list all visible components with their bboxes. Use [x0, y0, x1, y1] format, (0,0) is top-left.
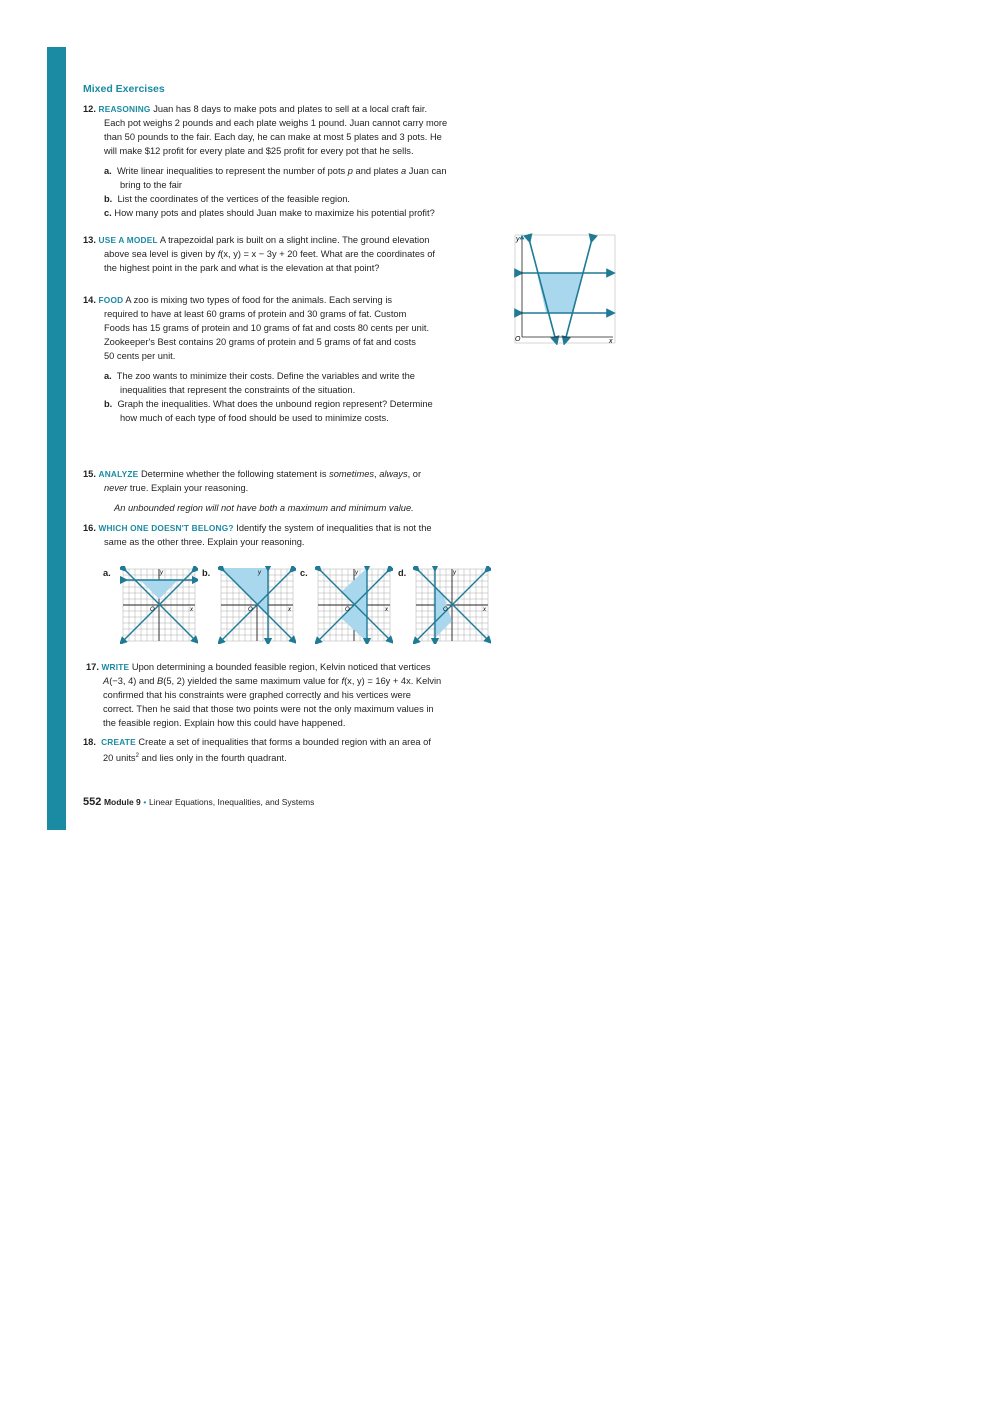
q16-graph-b [218, 566, 296, 644]
svg-text:O: O [345, 607, 350, 613]
svg-text:x: x [190, 607, 193, 613]
q14-part-a-cont: inequalities that represent the constraints of the situation. [120, 385, 356, 395]
page-number: 552 [83, 796, 102, 808]
svg-text:O: O [248, 607, 253, 613]
q17-line: the feasible region. Explain how this could have happened. [103, 718, 346, 728]
page-footer [83, 795, 314, 809]
svg-text:y: y [355, 570, 358, 576]
q14-part-b: b. Graph the inequalities. What does the unbound region represent? Determine [104, 399, 433, 409]
q15-number: 15. [83, 469, 96, 479]
q17-line: A(−3, 4) and B(5, 2) yielded the same maximum value for f(x, y) = 16y + 4x. Kelvin [103, 676, 442, 686]
q16-graph-a [120, 566, 198, 644]
q13-line: A trapezoidal park is built on a slight incline. The ground elevation [159, 235, 430, 245]
q17-line: confirmed that his constraints were graphed correctly and his vertices were [103, 690, 411, 700]
q14-line: A zoo is mixing two types of food for the animals. Each serving is [125, 295, 393, 305]
q12-line: Juan has 8 days to make pots and plates to sell at a local craft fair. [153, 104, 428, 114]
q12-line: Each pot weighs 2 pounds and each plate weighs 1 pound. Juan cannot carry more [104, 118, 448, 128]
q17-number: 17. [86, 662, 99, 672]
q12-part-b: b. List the coordinates of the vertices of the feasible region. [104, 194, 350, 204]
svg-text:x: x [385, 607, 388, 613]
side-accent-bar [47, 47, 66, 830]
q12-line: than 50 pounds to the fair. Each day, he can make at most 5 plates and 3 pots. He [104, 132, 442, 142]
q16-graph-c [315, 566, 393, 644]
q14-line: Foods has 15 grams of protein and 10 grams of fat and costs 80 cents per unit. [104, 323, 430, 333]
question-12 [83, 102, 523, 220]
footer-module: Module 9 [103, 797, 141, 807]
q14-part-b-cont: how much of each type of food should be used to minimize costs. [120, 413, 389, 423]
q14-keyword: FOOD [98, 295, 124, 305]
q14-number: 14. [83, 295, 96, 305]
q17-line: correct. Then he said that those two points were not the only maximum values in [103, 704, 434, 714]
q12-part-c: c. How many pots and plates should Juan make to maximize his potential profit? [104, 208, 435, 218]
q13-number: 13. [83, 235, 96, 245]
q12-line: will make $12 profit for every plate and $25 profit for every pot that he sells. [104, 146, 414, 156]
q12-number: 12. [83, 104, 96, 114]
q16-graph-a-label: a. [103, 568, 111, 578]
q16-number: 16. [83, 523, 96, 533]
q14-line: 50 cents per unit. [104, 351, 176, 361]
q18-number: 18. [83, 737, 96, 747]
svg-text:x: x [288, 607, 291, 613]
svg-text:y: y [258, 570, 261, 576]
q12-part-a: a. Write linear inequalities to represent the number of pots p and plates a Juan can [104, 166, 447, 176]
question-14 [83, 293, 513, 425]
q16-graph-b-label: b. [202, 568, 211, 578]
q14-part-a: a. The zoo wants to minimize their costs. Define the variables and write the [104, 371, 415, 381]
q13-x-label: x [609, 338, 613, 345]
q17-keyword: WRITE [101, 662, 130, 672]
section-title: Mixed Exercises [83, 83, 165, 95]
svg-text:O: O [150, 607, 155, 613]
q18-line: 20 units$^2$ and lies only in the fourth quadrant. [103, 753, 287, 764]
q15-line: never true. Explain your reasoning. [104, 483, 249, 493]
q16-graph-c-label: c. [300, 568, 308, 578]
q13-y-label: y [516, 236, 520, 243]
q15-statement: An unbounded region will not have both a maximum and minimum value. [114, 503, 414, 513]
q14-line: required to have at least 60 grams of protein and 30 grams of fat. Custom [104, 309, 407, 319]
q12-part-a-cont: bring to the fair [120, 180, 183, 190]
svg-text:y: y [453, 570, 456, 576]
q13-trapezoid-graph [513, 233, 617, 345]
q16-graph-d-label: d. [398, 568, 407, 578]
q16-graph-d [413, 566, 491, 644]
footer-bullet: • [143, 797, 147, 807]
question-17: 17. WRITE Upon determining a bounded feasible region, Kelvin noticed that vertices A(−3, 4) and B(5, 2) yielded the same maximum value for f(x, y) = 16y + 4x. Kelvin confirmed that his constraints were graphed correctly and his vertices were correct. Then he said that those two points were not the only maximum values in the feasible region. Explain how this could have happened. [86, 660, 526, 730]
q13-line: the highest point in the park and what is the elevation at that point? [104, 263, 380, 273]
svg-text:O: O [443, 607, 448, 613]
q12-keyword: REASONING [98, 104, 151, 114]
question-15: 15. ANALYZE Determine whether the following statement is sometimes, always, or never true. Explain your reasoning. An unbounded region will not have both a maximum and minimum value. [83, 467, 523, 515]
svg-text:x: x [483, 607, 486, 613]
svg-text:y: y [160, 570, 163, 576]
question-18: 18. CREATE Create a set of inequalities that forms a bounded region with an area of 20 units$^2$ and lies only in the fourth quadrant. [83, 735, 523, 765]
q15-keyword: ANALYZE [98, 469, 139, 479]
q13-line: above sea level is given by f(x, y) = x − 3y + 20 feet. What are the coordinates of [104, 249, 436, 259]
q14-line: Zookeeper's Best contains 20 grams of protein and 5 grams of fat and costs [104, 337, 416, 347]
question-13 [83, 233, 513, 275]
q18-keyword: CREATE [101, 737, 136, 747]
q13-origin-label: O [515, 336, 521, 343]
q16-line: same as the other three. Explain your reasoning. [104, 537, 305, 547]
footer-title: Linear Equations, Inequalities, and Systems [148, 797, 315, 807]
q13-keyword: USE A MODEL [98, 235, 158, 245]
question-16: 16. WHICH ONE DOESN'T BELONG? Identify the system of inequalities that is not the same as the other three. Explain your reasoning. [83, 521, 523, 549]
q16-keyword: WHICH ONE DOESN'T BELONG? [98, 523, 234, 533]
